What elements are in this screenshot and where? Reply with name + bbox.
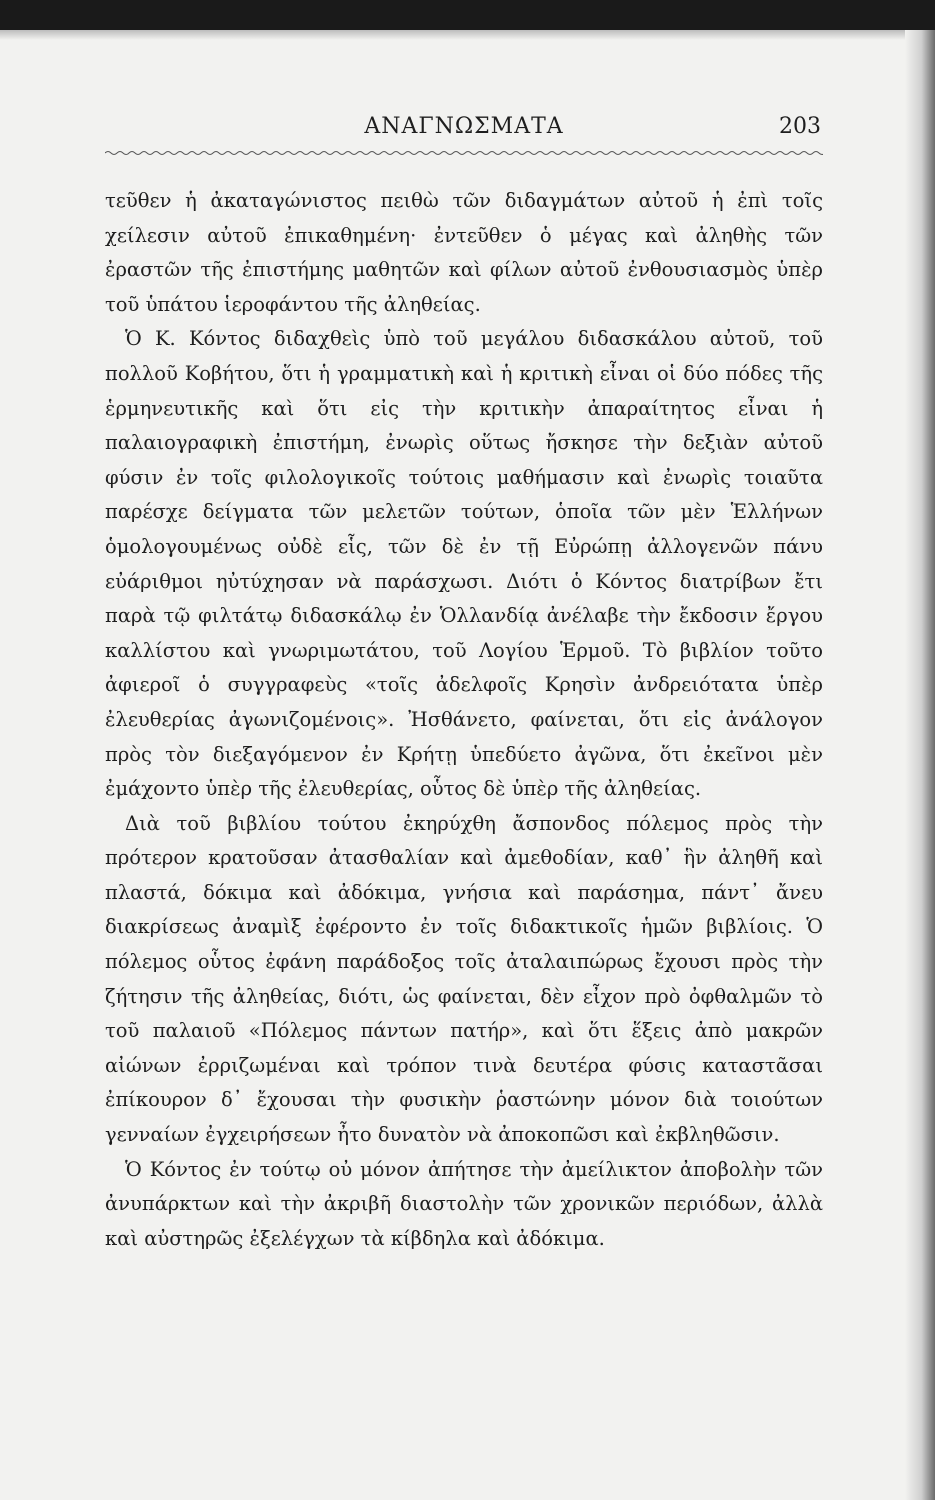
paragraph-3: Διὰ τοῦ βιβλίου τούτου ἐκηρύχθη ἄσπονδος πόλεμος πρὸς τὴν πρότερον κρατοῦσαν ἀτασθαλίαν καὶ ἀμεθοδίαν, καθ᾽ ἣν ἀληθῆ καὶ πλαστά, δόκιμα καὶ ἀδόκιμα, γνήσια καὶ παράσημα, πάντ᾽ ἄνευ διακρίσεως ἀναμὶξ ἐφέροντο ἐν τοῖς διδακτικοῖς ἡμῶν βιβλίοις. Ὁ πόλεμος οὗτος ἐφάνη παράδοξος τοῖς ἀταλαιπώρως ἔχουσι πρὸς τὴν ζήτησιν τῆς ἀληθείας, διότι, ὡς φαίνεται, δὲν εἶχον πρὸ ὀφθαλμῶν τὸ τοῦ παλαιοῦ «Πόλεμος πάντων πατήρ», καὶ ὅτι ἕξεις ἀπὸ μακρῶν αἰώνων ἐρριζωμέναι καὶ τρόπον τινὰ δευτέρα φύσις καταστᾶσαι ἐπίκουρον δ᾽ ἔχουσαι τὴν φυσικὴν ῥαστώνην μόνον διὰ τοιούτων γενναίων ἐγχειρήσεων ἦτο δυνατὸν νὰ ἀποκοπῶσι καὶ ἐκβληθῶσιν. [105,811,823,1147]
paragraph-1: τεῦθεν ἡ ἀκαταγώνιστος πειθὼ τῶν διδαγμάτων αὐτοῦ ἡ ἐπὶ τοῖς χείλεσιν αὐτοῦ ἐπικαθημένη· ἐντεῦθεν ὁ μέγας καὶ ἀληθὴς τῶν ἐραστῶν τῆς ἐπιστήμης μαθητῶν καὶ φίλων αὐτοῦ ἐνθουσιασμὸς ὑπὲρ τοῦ ὑπάτου ἱεροφάντου τῆς ἀληθείας. [105,189,823,316]
paragraph-2: Ὁ Κ. Κόντος διδαχθεὶς ὑπὸ τοῦ μεγάλου διδασκάλου αὐτοῦ, τοῦ πολλοῦ Κοβήτου, ὅτι ἡ γραμματικὴ καὶ ἡ κριτικὴ εἶναι οἱ δύο πόδες τῆς ἑρμηνευτικῆς καὶ ὅτι εἰς τὴν κριτικὴν ἀπαραίτητος εἶναι ἡ παλαιογραφικὴ ἐπιστήμη, ἐνωρὶς οὕτως ἤσκησε τὴν δεξιὰν αὐτοῦ φύσιν ἐν τοῖς φιλολογικοῖς τούτοις μαθήμασιν καὶ ἐνωρὶς τοιαῦτα παρέσχε δείγματα τῶν μελετῶν τούτων, ὁποῖα τῶν μὲν Ἑλλήνων ὁμολογουμένως οὐδὲ εἷς, τῶν δὲ ἐν τῇ Εὐρώπῃ ἀλλογενῶν πάνυ εὐάριθμοι ηὐτύχησαν νὰ παράσχωσι. Διότι ὁ Κόντος διατρίβων ἔτι παρὰ τῷ φιλτάτῳ διδασκάλῳ ἐν Ὁλλανδίᾳ ἀνέλαβε τὴν ἔκδοσιν ἔργου καλλίστου καὶ γνωριμωτάτου, τοῦ Λογίου Ἑρμοῦ. Τὸ βιβλίον τοῦτο ἀφιεροῖ ὁ συγγραφεὺς «τοῖς ἀδελφοῖς Κρησὶν ἀνδρειότατα ὑπὲρ ἐλευθερίας ἀγωνιζομένοις». Ἠσθάνετο, φαίνεται, ὅτι εἰς ἀνάλογον πρὸς τὸν διεξαγόμενον ἐν Κρήτῃ ὑπεδύετο ἀγῶνα, ὅτι ἐκεῖνοι μὲν ἐμάχοντο ὑπὲρ τῆς ἐλευθερίας, οὗτος δὲ ὑπὲρ τῆς ἀληθείας. [105,327,823,801]
scan-top-border [0,0,935,30]
scan-page-edge [0,30,935,40]
running-head [105,112,823,146]
paragraph-4: Ὁ Κόντος ἐν τούτῳ οὐ μόνον ἀπήτησε τὴν ἀμείλικτον ἀποβολὴν τῶν ἀνυπάρκτων καὶ τὴν ἀκριβῆ διαστολὴν τῶν χρονικῶν περιόδων, ἀλλὰ καὶ αὐστηρῶς ἐξελέγχων τὰ κίβδηλα καὶ ἀδόκιμα. [105,1157,823,1250]
wavy-header-rule [105,148,823,158]
book-page [105,112,823,1256]
running-head-title: ΑΝΑΓΝΩΣΜΑΤΑ [364,114,564,139]
body-text [105,184,823,1256]
scan-right-border [905,30,935,1500]
page-number: 203 [779,114,821,139]
